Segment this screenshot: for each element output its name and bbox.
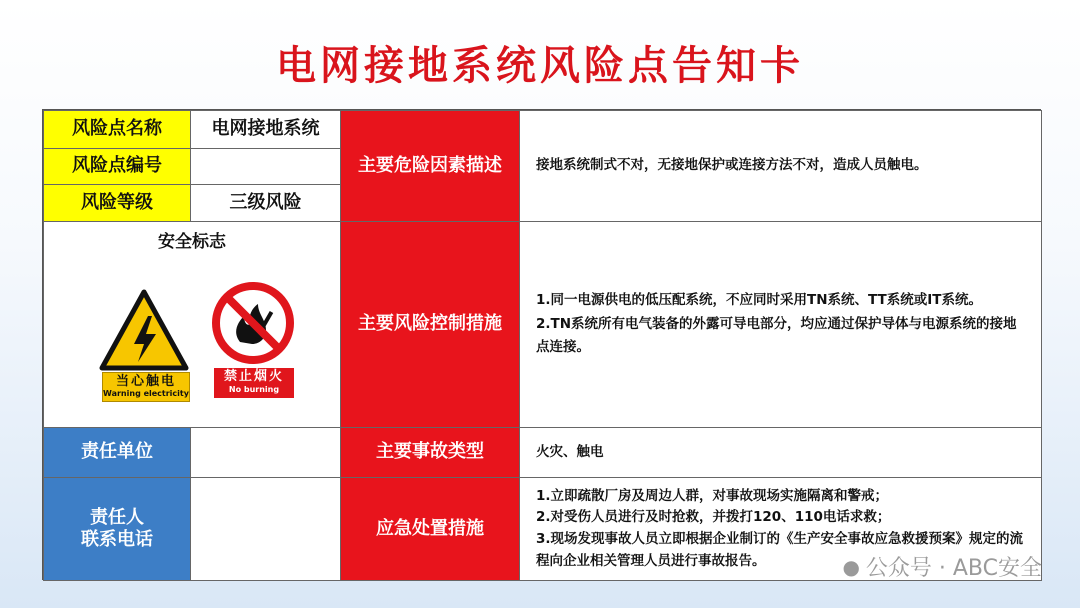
warning-electricity-icon [98,288,190,372]
control-item-2: 2.TN系统所有电气装备的外露可导电部分，均应通过保护导体与电源系统的接地点连接。 [536,315,1017,356]
control-description [519,221,1042,428]
risk-level-label: 风险等级 [43,184,191,222]
no-burning-icon [210,280,296,366]
risk-card [42,109,1041,580]
responsible-person-line1: 责任人 [90,506,144,528]
responsible-unit-value [190,427,341,478]
emergency-item-3: 3.现场发现事故人员立即根据企业制订的《生产安全事故应急救援预案》规定的流程向企业相关管理人员进行事故报告。 [536,531,1024,569]
control-label: 主要风险控制措施 [340,221,520,428]
accident-description [519,427,1042,478]
no-burning-label [214,368,294,398]
no-burning-en: No burning [228,385,280,394]
warning-electricity-cn: 当心触电 [115,374,176,389]
wechat-icon: ● [842,554,860,579]
responsible-person-line2: 联系电话 [81,529,153,550]
risk-name-value: 电网接地系统 [190,110,341,149]
warning-electricity-label [102,372,190,402]
no-burning-cn: 禁止烟火 [223,369,284,384]
risk-code-label: 风险点编号 [43,148,191,185]
page-title: 电网接地系统风险点告知卡 [276,43,804,89]
watermark [842,551,1042,582]
accident-label: 主要事故类型 [340,427,520,478]
safety-signs-panel [43,221,341,428]
emergency-item-1: 1.立即疏散厂房及周边人群，对事故现场实施隔离和警戒； [536,487,889,504]
hazard-description [519,110,1042,222]
risk-name-label: 风险点名称 [43,110,191,149]
control-item-1: 1.同一电源供电的低压配系统，不应同时采用TN系统、TT系统或IT系统。 [536,292,982,309]
emergency-item-2: 2.对受伤人员进行及时抢救，并拨打120、110电话求救； [536,509,891,526]
risk-level-value: 三级风险 [190,184,341,222]
risk-code-value [190,148,341,185]
emergency-label: 应急处置措施 [340,477,520,581]
safety-signs-title: 安全标志 [158,232,226,252]
responsible-person-label [43,477,191,581]
hazard-label: 主要危险因素描述 [340,110,520,222]
accident-text: 火灾、触电 [536,443,604,460]
responsible-person-value [190,477,341,581]
responsible-unit-label: 责任单位 [43,427,191,478]
watermark-text: 公众号 · ABC安全 [865,556,1042,581]
warning-electricity-en: Warning electricity [103,389,189,398]
hazard-text: 接地系统制式不对，无接地保护或连接方法不对，造成人员触电。 [536,157,928,174]
